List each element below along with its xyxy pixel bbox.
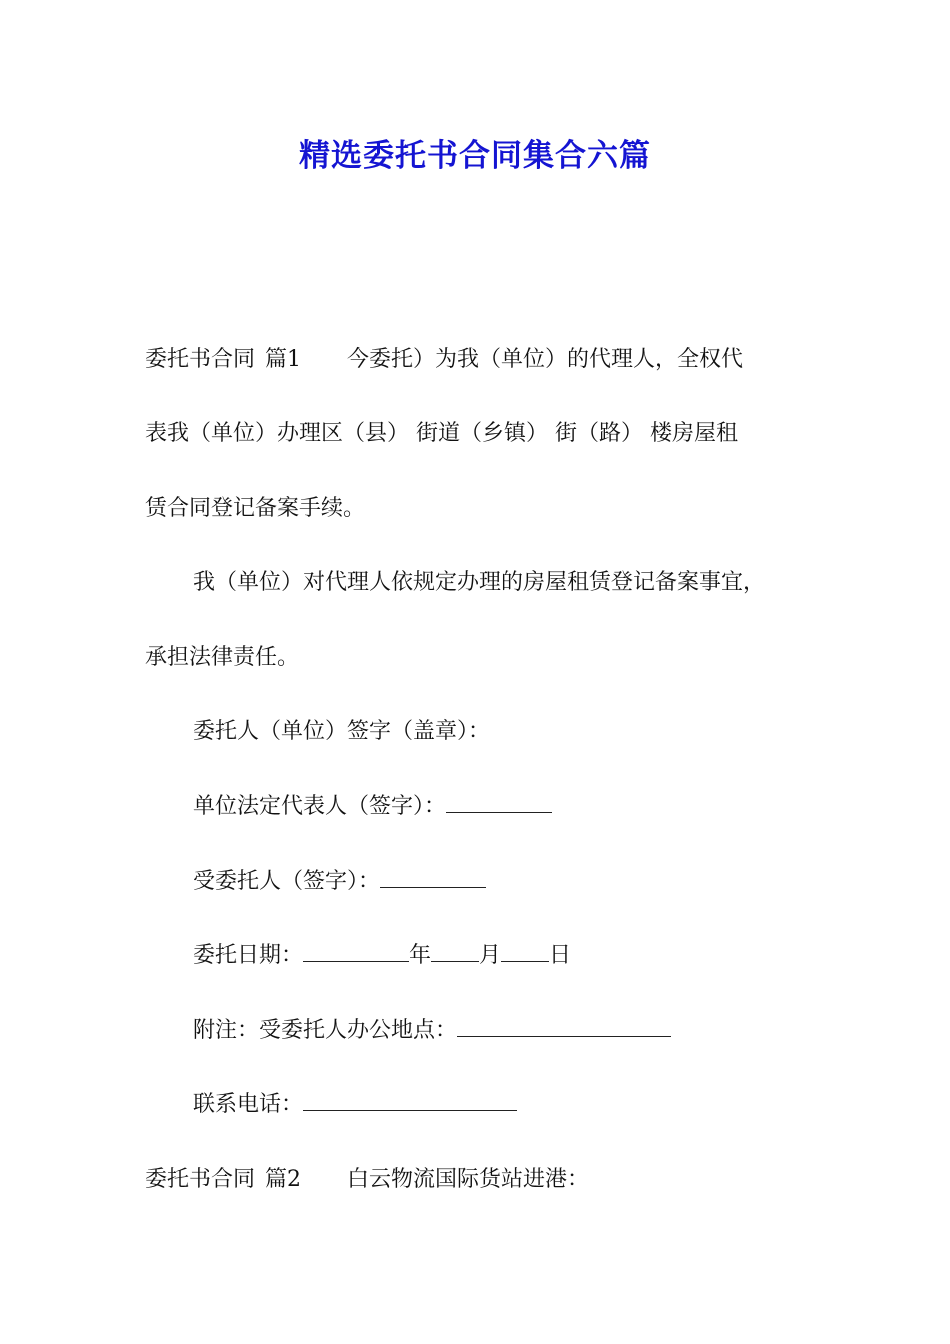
- section1-number: 篇1: [265, 347, 302, 372]
- section2-text: 白云物流国际货站进港：: [347, 1167, 590, 1192]
- section1-line1: [145, 345, 743, 375]
- year-blank: [303, 943, 409, 962]
- month-label: 月: [479, 943, 502, 968]
- document-title: 精选委托书合同集合六篇: [299, 138, 651, 174]
- date-line: [193, 941, 571, 971]
- section2-number: 篇2: [265, 1167, 302, 1192]
- office-address-label: 附注：受委托人办公地点：: [193, 1018, 458, 1043]
- day-blank: [501, 943, 549, 962]
- section1-line3: 赁合同登记备案手续。: [145, 496, 366, 521]
- section1-para2-line2: 承担法律责任。: [145, 645, 300, 670]
- section1-line2: 表我（单位）办理区（县） 街道（乡镇） 街（路） 楼房屋租: [145, 421, 738, 446]
- legal-rep-blank: [446, 794, 552, 813]
- agent-sign-label: 受委托人（签字）：: [193, 869, 381, 894]
- office-address-blank: [457, 1018, 671, 1037]
- month-blank: [431, 943, 479, 962]
- phone-label: 联系电话：: [193, 1092, 304, 1117]
- year-label: 年: [409, 943, 432, 968]
- phone-line: [193, 1090, 517, 1120]
- date-label: 委托日期：: [193, 943, 304, 968]
- legal-rep-line: [193, 792, 552, 822]
- agent-sign-blank: [380, 869, 486, 888]
- agent-sign-line: [193, 867, 486, 897]
- section1-heading: 委托书合同: [145, 347, 256, 372]
- phone-blank: [303, 1092, 517, 1111]
- section2-heading: 委托书合同: [145, 1167, 256, 1192]
- office-address-line: [193, 1016, 671, 1046]
- principal-sign-line: 委托人（单位）签字（盖章）：: [193, 719, 491, 744]
- legal-rep-label: 单位法定代表人（签字）：: [193, 794, 447, 819]
- day-label: 日: [549, 943, 572, 968]
- section1-line1-text: 今委托）为我（单位）的代理人，全权代: [347, 347, 744, 372]
- section2-line1: [145, 1165, 589, 1195]
- section1-para2-line1: 我（单位）对代理人依规定办理的房屋租赁登记备案事宜，: [193, 570, 766, 595]
